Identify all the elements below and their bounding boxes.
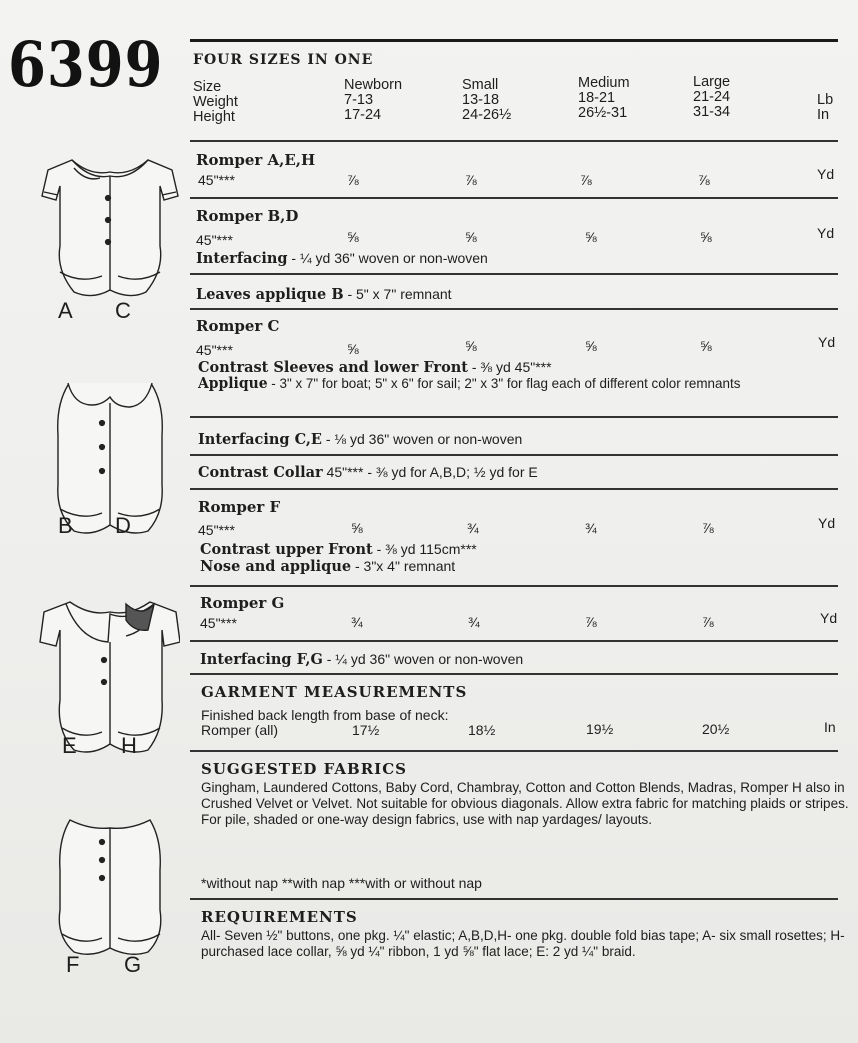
romper-c-fabric: 45"*** xyxy=(196,342,233,358)
view-letter-e: E xyxy=(62,733,77,758)
yardage-value: ⅝ xyxy=(700,229,712,245)
yardage-value: ¾ xyxy=(351,614,363,630)
view-letter-h: H xyxy=(121,733,137,758)
interfacing-ce: Interfacing C,E - ⅛ yd 36" woven or non-woven xyxy=(198,431,523,448)
measurement-value: 17½ xyxy=(352,722,380,738)
garment-illustrations xyxy=(30,150,180,990)
romper-f-nose-applique: Nose and applique - 3"x 4" remnant xyxy=(200,558,456,575)
romper-f-title: Romper F xyxy=(198,498,281,516)
view-letter-c: C xyxy=(115,298,131,323)
romper-bd-title: Romper B,D xyxy=(196,207,299,225)
rule-4 xyxy=(190,308,838,310)
rule-12 xyxy=(190,898,838,900)
romper-g-title: Romper G xyxy=(200,594,285,612)
size-units: Lb In xyxy=(817,92,834,123)
rule-2 xyxy=(190,197,838,199)
suggested-fabrics-text: Gingham, Laundered Cottons, Baby Cord, Chambray, Cotton and Cotton Blends, Madras, Romper H also in Crushed Velvet or Velvet. Not suitable for obvious diagonals. Allow extra fabric for matching plaids or stripes. For pile, shaded or one-way design fabrics, use with nap yardages/ layouts. xyxy=(201,780,849,827)
yardage-value: ⅞ xyxy=(698,172,710,188)
pattern-number: 6399 xyxy=(8,28,164,101)
yardage-value: ¾ xyxy=(468,614,480,630)
yardage-value: ⅞ xyxy=(580,172,592,188)
rule-6 xyxy=(190,454,838,456)
top-rule xyxy=(190,39,838,42)
yardage-value: ⅝ xyxy=(351,520,363,536)
requirements-title: REQUIREMENTS xyxy=(201,908,358,926)
size-column-small: Small 13-18 24-26½ xyxy=(462,77,512,123)
romper-fg-drawing xyxy=(59,820,161,954)
view-letter-b: B xyxy=(58,513,73,538)
romper-aeh-title: Romper A,E,H xyxy=(196,151,316,169)
rule-8 xyxy=(190,585,838,587)
yardage-value: ⅞ xyxy=(702,520,714,536)
romper-bd-interfacing: Interfacing - ¼ yd 36" woven or non-woven xyxy=(196,250,488,267)
contrast-collar: Contrast Collar 45"*** - ⅜ yd for A,B,D; ½ yd for E xyxy=(198,464,538,481)
rule-11 xyxy=(190,750,838,752)
garment-measurements-title: GARMENT MEASUREMENTS xyxy=(201,683,468,701)
yardage-value: ⅝ xyxy=(700,338,712,354)
romper-f-upper-front: Contrast upper Front - ⅜ yd 115cm*** xyxy=(200,541,477,558)
sizes-title: FOUR SIZES IN ONE xyxy=(193,52,374,68)
measurement-value: 18½ xyxy=(468,722,496,738)
romper-ac-drawing xyxy=(42,160,178,296)
nap-note: *without nap **with nap ***with or without nap xyxy=(201,875,482,891)
measurement-unit: In xyxy=(824,719,836,735)
yardage-value: ⅝ xyxy=(585,338,597,354)
measurement-value: 20½ xyxy=(702,721,730,737)
yardage-unit: Yd xyxy=(817,166,835,182)
rule-7 xyxy=(190,488,838,490)
yardage-value: ⅝ xyxy=(347,341,359,357)
size-column-large: Large 21-24 31-34 xyxy=(693,74,731,120)
yardage-value: ⅝ xyxy=(465,229,477,245)
yardage-value: ⅝ xyxy=(465,338,477,354)
yardage-value: ⅝ xyxy=(585,229,597,245)
yardage-value: ⅞ xyxy=(585,614,597,630)
romper-aeh-fabric: 45"*** xyxy=(198,172,235,188)
romper-c-applique: Applique - 3" x 7" for boat; 5" x 6" for sail; 2" x 3" for flag each of different color remnants xyxy=(198,375,741,392)
rule-5 xyxy=(190,416,838,418)
yardage-value: ¾ xyxy=(467,520,479,536)
yardage-unit: Yd xyxy=(818,334,836,350)
garment-measurements-desc: Finished back length from base of neck: xyxy=(201,707,449,723)
view-letter-a: A xyxy=(58,298,73,323)
interfacing-fg: Interfacing F,G - ¼ yd 36" woven or non-woven xyxy=(200,651,524,668)
romper-f-fabric: 45"*** xyxy=(198,522,235,538)
romper-g-fabric: 45"*** xyxy=(200,615,237,631)
yardage-value: ⅞ xyxy=(347,172,359,188)
romper-bd-fabric: 45"*** xyxy=(196,232,233,248)
romper-c-title: Romper C xyxy=(196,317,280,335)
requirements-text: All- Seven ½" buttons, one pkg. ¼" elastic; A,B,D,H- one pkg. double fold bias tape; A- six small rosettes; H- purchased lace collar, ⅝ yd ¼" ribbon, 1 yd ⅝" flat lace; E: 2 yd ¼" braid. xyxy=(201,928,845,959)
romper-eh-drawing xyxy=(40,602,180,752)
view-letter-d: D xyxy=(115,513,131,538)
size-column-newborn: Newborn 7-13 17-24 xyxy=(344,77,403,123)
rule-9 xyxy=(190,640,838,642)
garment-row-label: Romper (all) xyxy=(201,722,279,738)
view-letter-f: F xyxy=(66,952,80,977)
rule-3 xyxy=(190,273,838,275)
leaves-applique: Leaves applique B - 5" x 7" remnant xyxy=(196,286,452,303)
yardage-unit: Yd xyxy=(818,515,836,531)
yardage-value: ⅝ xyxy=(347,229,359,245)
size-column-medium: Medium 18-21 26½-31 xyxy=(578,75,630,121)
yardage-value: ⅞ xyxy=(702,614,714,630)
size-row-labels: Size Weight Height xyxy=(193,79,238,125)
rule-1 xyxy=(190,140,838,142)
romper-bd-drawing xyxy=(58,383,163,533)
romper-c-contrast: Contrast Sleeves and lower Front - ⅜ yd 45"*** xyxy=(198,359,552,376)
view-letter-g: G xyxy=(124,952,142,977)
suggested-fabrics-title: SUGGESTED FABRICS xyxy=(201,760,407,778)
measurement-value: 19½ xyxy=(586,721,614,737)
rule-10 xyxy=(190,673,838,675)
yardage-value: ⅞ xyxy=(465,172,477,188)
yardage-unit: Yd xyxy=(820,610,838,626)
yardage-unit: Yd xyxy=(817,225,835,241)
yardage-value: ¾ xyxy=(585,520,597,536)
